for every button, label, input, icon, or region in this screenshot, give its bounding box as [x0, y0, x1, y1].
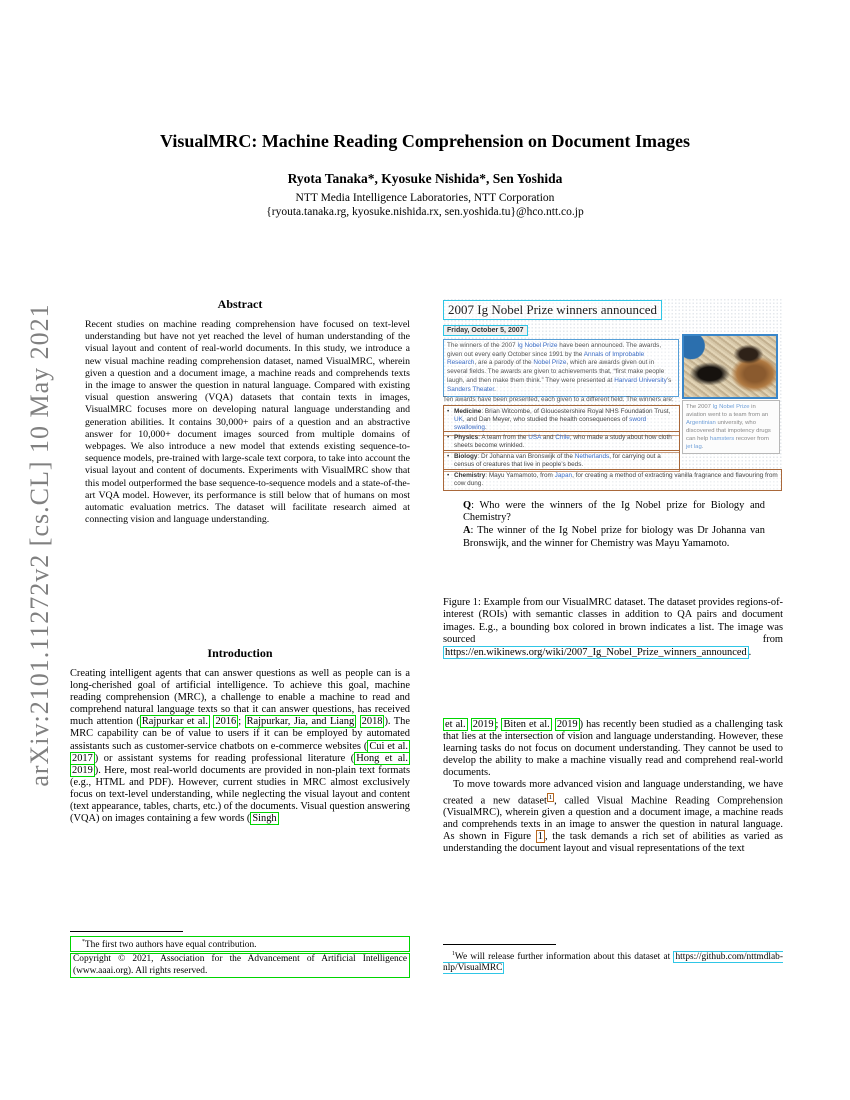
text-segment: , which are awards given out in several fields. The awards are given to achievements that, “first make people laugh, and then make them think.” They were presented at	[447, 359, 665, 384]
internal-ref-link[interactable]: 1	[548, 793, 553, 801]
citation-link[interactable]: 2019	[472, 719, 494, 730]
text-segment: 1	[452, 951, 455, 957]
news-link: Harvard University	[614, 376, 667, 384]
news-link: Annals of Improbable Research	[447, 350, 645, 367]
news-photo-caption	[682, 400, 780, 454]
question-text	[463, 500, 765, 524]
text-segment: ;	[238, 716, 245, 728]
citation-link[interactable]: Biten et al.	[503, 719, 550, 730]
text-segment: , called Visual Machine Reading Comprehension (VisualMRC), wherein given a question and a document image, a machine reads and comprehends texts in an image to answer the question in natural language. As shown in Figure	[443, 795, 784, 843]
text-segment: ) has recently been studied as a challenging task that lies at the intersection of vision and language understanding. However, these learning tasks do not focus on document understanding. They cannot be used to develop the ability to make a machine visually read and comprehend real-world documents.	[443, 719, 783, 779]
body-right-column	[443, 719, 783, 856]
text-segment: university, who discovered that impotency drugs can help	[686, 420, 771, 442]
text-segment: To move towards more advanced vision and language understanding, we have created a new dataset	[443, 779, 783, 807]
text-segment: : Dr Johanna van Bronswijk of the	[477, 453, 575, 460]
news-link: Ig Nobel Prize	[712, 404, 750, 410]
news-link: Netherlands	[574, 453, 610, 460]
answer-label: A	[463, 525, 471, 537]
text-segment: recover from	[734, 436, 769, 442]
news-link: Argentinian	[686, 420, 716, 426]
arxiv-watermark: arXiv:2101.11272v2 [cs.CL] 10 May 2021	[25, 303, 54, 787]
news-link: Nobel Prize	[533, 359, 567, 367]
citation-link[interactable]: Singh	[252, 813, 277, 825]
citation-link[interactable]: et al.	[445, 719, 466, 730]
news-link: Sanders Theater	[447, 385, 495, 393]
text-segment: ’s	[666, 376, 672, 384]
text-segment: The winners of the 2007	[447, 342, 518, 349]
text-segment: and	[541, 434, 556, 441]
internal-ref-link[interactable]: 1	[537, 831, 543, 843]
news-list-item-chemistry	[443, 469, 782, 491]
footnote-dataset	[443, 949, 783, 975]
introduction-paragraph	[70, 668, 410, 825]
citation-link[interactable]: 2016	[215, 716, 237, 728]
citation-link[interactable]: 2019	[556, 719, 578, 730]
text-segment: : Mayu Yamamoto, from	[485, 472, 555, 479]
text-segment: , who made a study about how cloth sheets become wrinkled.	[454, 434, 672, 450]
footnote-rule	[70, 931, 183, 932]
text-segment: Figure 1: Example from our VisualMRC dataset. The dataset provides regions-of-interest (ROIs) with semantic classes in addition to QA pairs and document images. E.g., a bounding box colored in brown indicates a list. The image was sourced from	[443, 597, 783, 646]
citation-link[interactable]: Hong et al.	[356, 752, 408, 764]
news-photo-guinea-pig	[682, 334, 778, 399]
text-segment: ). Here, most real-world documents are provided in non-plain text formats (e.g., HTML and PDF). However, current studies in MRC almost exclusively focus on text-level understanding, while neglecting the visual layout and content (text appearance, tables, charts, etc.) of the documents. Visual question answering (VQA) on images containing a few words (	[70, 764, 410, 825]
body-paragraph-1	[443, 719, 783, 779]
text-segment: .	[701, 444, 704, 450]
question-body: : Who were the winners of the Ig Nobel prize for Biology and Chemistry?	[463, 500, 765, 524]
footnote-authors	[70, 936, 410, 952]
question-label: Q	[463, 500, 472, 511]
text-segment: .	[748, 646, 752, 658]
news-link: Ig Nobel Prize	[517, 342, 558, 349]
text-segment: ). The MRC capability can be of value to users if it can be employed by automated assistants such as customer-service chatbots on e-commerce websites (	[70, 716, 410, 752]
news-link: sword swallowing	[454, 416, 647, 432]
figure-caption	[443, 597, 783, 659]
url-link[interactable]: https://en.wikinews.org/wiki/2007_Ig_Nobel_Prize_winners_announced	[445, 646, 747, 658]
answer-text	[463, 525, 765, 549]
citation-link[interactable]: Rajpurkar et al.	[141, 716, 208, 728]
citation-link[interactable]: 2019	[72, 764, 93, 776]
citation-link[interactable]: Rajpurkar, Jia, and Liang	[246, 716, 355, 728]
text-segment: : Brian Witcombe, of Gloucestershire Royal NHS Foundation Trust,	[481, 408, 671, 415]
url-link[interactable]: https://github.com/nttmdlab-nlp/VisualMRC	[443, 952, 783, 974]
text-segment: Physics	[454, 434, 479, 441]
email-line: {ryouta.tanaka.rg, kyosuke.nishida.rx, sen.yoshida.tu}@hco.ntt.co.jp	[266, 206, 584, 218]
news-link: hamsters	[709, 436, 735, 442]
news-link: USA	[528, 434, 542, 441]
citation-link[interactable]: Cui et al.	[369, 740, 408, 752]
abstract-section	[70, 297, 410, 526]
text-segment: , for carrying out a census of creatures that live in people’s beds.	[454, 453, 661, 469]
figure-news-screenshot	[443, 298, 783, 490]
text-segment: .	[484, 424, 487, 432]
text-segment: The first two authors have equal contribution.	[84, 940, 257, 951]
footnote-rule	[443, 944, 556, 945]
footnote-block-right	[443, 944, 783, 975]
news-lede: Ten awards have been presented, each given to a different field. The winners are:	[443, 396, 674, 403]
news-intro-paragraph	[443, 339, 679, 397]
text-segment: , for creating a method of extracting vanilla fragrance and flavouring from cow dung.	[454, 472, 778, 488]
text-segment: Creating intelligent agents that can answer questions as well as people can is a long-cherished goal of artificial intelligence. To achieve this goal, machine reading comprehension (MRC), a challenge to enable a machine to read and comprehend natural language texts so that it can answer questions, has received much attention (	[70, 668, 410, 728]
abstract-heading: Abstract	[217, 297, 263, 311]
text-segment: ;	[495, 719, 502, 730]
text-segment: in aviation went to a team from an	[686, 404, 769, 418]
text-segment: *	[82, 939, 85, 945]
paper-title: VisualMRC: Machine Reading Comprehension on Document Images	[159, 131, 690, 151]
news-link: jet lag	[686, 444, 702, 450]
text-segment: Biology	[454, 453, 478, 460]
text-segment: , and Dan Meyer, who studied the health consequences of	[462, 416, 630, 424]
text-segment: We will release further information about this dataset at	[454, 952, 674, 963]
text-segment: Medicine	[454, 408, 482, 415]
text-segment: Chemistry	[454, 472, 486, 479]
answer-body: : The winner of the Ig Nobel prize for biology was Dr Johanna van Bronswijk, and the winner for Chemistry was Mayu Yamamoto.	[463, 525, 765, 549]
authors-line: Ryota Tanaka*, Kyosuke Nishida*, Sen Yoshida	[287, 171, 563, 186]
footnote-block-left	[70, 931, 410, 978]
news-link: Japan	[554, 472, 573, 479]
text-segment: , the task demands a rich set of abilities as varied as understanding the document layout and visual representations of the text	[443, 831, 783, 855]
qa-block	[463, 500, 765, 550]
news-link: Chile	[555, 434, 570, 441]
text-segment: The 2007	[686, 404, 713, 410]
text-segment: have been announced. The awards, given out every early October since 1991 by the	[447, 342, 662, 358]
news-title: 2007 Ig Nobel Prize winners announced	[443, 300, 662, 320]
text-segment: .	[494, 385, 496, 393]
text-segment: ) or assistant systems for reading professional literature (	[94, 752, 355, 764]
body-paragraph-2	[443, 779, 783, 855]
citation-link[interactable]: 2017	[72, 752, 93, 764]
news-date: Friday, October 5, 2007	[443, 325, 528, 336]
affiliation-line: NTT Media Intelligence Laboratories, NTT Corporation	[295, 192, 555, 204]
text-segment: : A team from the	[478, 434, 529, 441]
footnote-copyright: Copyright © 2021, Association for the Advancement of Artificial Intelligence (www.aaai.org). All rights reserved.	[70, 953, 410, 978]
introduction-section	[70, 646, 410, 825]
text-segment: , are a parody of the	[474, 359, 534, 367]
introduction-heading: Introduction	[207, 646, 273, 660]
citation-link[interactable]: 2018	[361, 716, 383, 728]
news-link: UK	[454, 416, 463, 424]
abstract-text: Recent studies on machine reading comprehension have focused on text-level understanding but have not yet reached the level of human understanding of the visual layout and content of real-world documents. In this study, we introduce a new visual machine reading comprehension dataset, named VisualMRC, wherein given a question and a document image, a machine reads and comprehends texts in the image to answer the question in natural language. Compared with existing visual question answering (VQA) datasets that contain texts in images, VisualMRC focuses more on developing natural language understanding and generation abilities. It contains 30,000+ pairs of a question and an abstractive answer for 10,000+ document images sourced from multiple domains of webpages. We also introduce a new model that extends existing sequence-to-sequence models, pre-trained with large-scale text corpora, to take into account the visual layout and content of documents. Experiments with VisualMRC show that this model outperformed the base sequence-to-sequence models and a state-of-the-art VQA model. However, its performance is still below that of humans on most automatic evaluation metrics. The dataset will facilitate research aimed at connecting vision and language understanding.	[85, 319, 410, 526]
